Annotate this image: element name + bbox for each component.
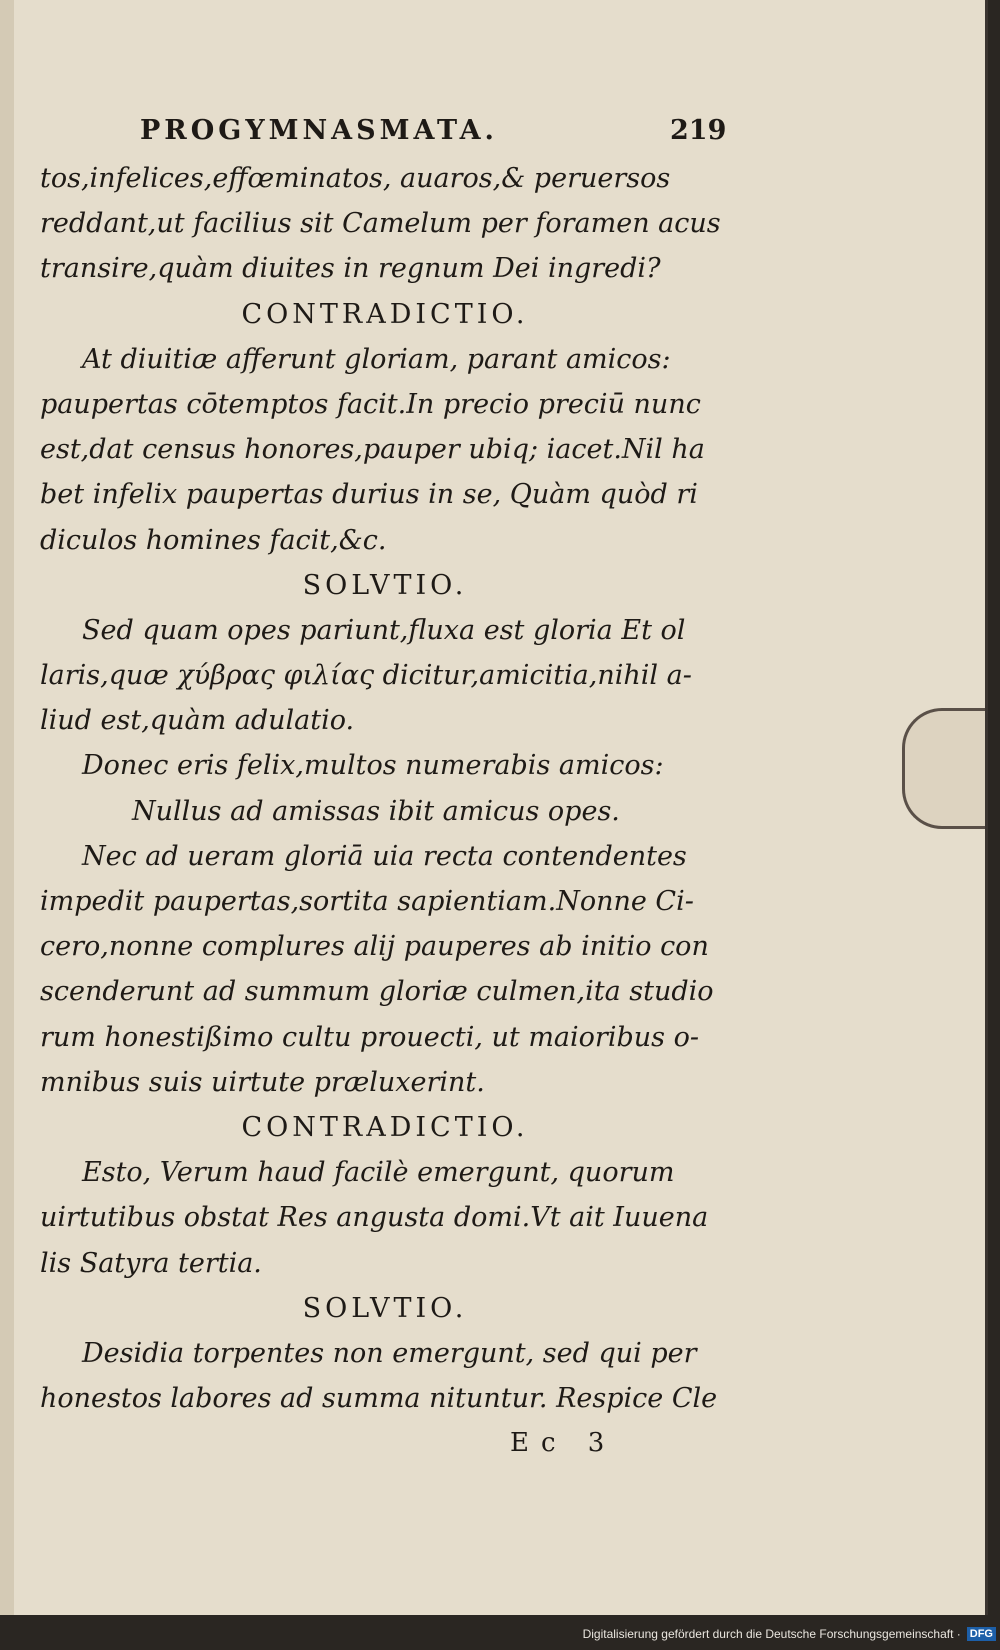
text-line: uirtutibus obstat Res angusta domi.Vt ait Iuuena <box>40 1202 709 1234</box>
text-line: Sed quam opes pariunt,fluxa est gloria Et ol <box>82 614 686 646</box>
text-block <box>40 108 730 1466</box>
digitization-footer <box>583 1622 996 1646</box>
text-line: transire,quàm diuites in regnum Dei ingredi? <box>40 253 661 285</box>
text-line: liud est,quàm adulatio. <box>40 705 355 737</box>
page-number: 219 <box>670 115 727 146</box>
verse-line: Donec eris felix,multos numerabis amicos: <box>82 750 664 782</box>
text-line: Esto, Verum haud facilè emergunt, quorum <box>82 1157 675 1189</box>
text-line: honestos labores ad summa nituntur. Respice Cle <box>40 1383 718 1415</box>
section-heading: CONTRADICTIO. <box>241 1111 529 1143</box>
signature-mark <box>40 1421 730 1466</box>
text-line: mnibus suis uirtute præluxerint. <box>40 1066 485 1098</box>
text-line: reddant,ut facilius sit Camelum per foramen acus <box>40 208 721 240</box>
text-line: bet infelix paupertas durius in se, Quàm quòd ri <box>40 479 698 511</box>
verse-line: Nullus ad amissas ibit amicus opes. <box>132 795 620 827</box>
running-head <box>40 108 730 156</box>
text-line: Desidia torpentes non emergunt, sed qui per <box>82 1337 697 1369</box>
signature-text: Ec 3 <box>510 1428 617 1459</box>
text-line: impedit paupertas,sortita sapientiam.Nonne Ci- <box>40 886 694 917</box>
dfg-logo-icon: DFG <box>967 1627 996 1641</box>
page-fold-tab <box>902 708 985 829</box>
running-head-title: PROGYMNASMATA. <box>140 115 498 146</box>
section-heading: SOLVTIO. <box>302 569 468 601</box>
text-line: lis Satyra tertia. <box>40 1247 262 1279</box>
text-line: cero,nonne complures alij pauperes ab initio con <box>40 931 709 963</box>
section-heading: CONTRADICTIO. <box>241 298 529 330</box>
text-line: Nec ad ueram gloriā uia recta contendentes <box>82 840 687 872</box>
footer-credit: Digitalisierung gefördert durch die Deutsche Forschungsgemeinschaft · <box>582 1627 961 1641</box>
text-line: est,dat census honores,pauper ubiq; iacet.Nil ha <box>40 434 705 466</box>
text-line: diculos homines facit,&c. <box>40 524 387 556</box>
text-line: rum honestißimo cultu prouecti, ut maioribus o- <box>40 1021 699 1053</box>
text-line: tos,infelices,effœminatos, auaros,& peruersos <box>40 163 671 194</box>
text-line: At diuitiæ afferunt gloriam, parant amicos: <box>82 343 671 375</box>
text-line: paupertas cōtemptos facit.In precio preciū nunc <box>40 388 701 420</box>
section-heading: SOLVTIO. <box>302 1292 468 1324</box>
text-line: scenderunt ad summum gloriæ culmen,ita studio <box>40 976 714 1008</box>
text-line: laris,quæ χύβρας φιλίας dicitur,amicitia,nihil a- <box>40 660 692 692</box>
